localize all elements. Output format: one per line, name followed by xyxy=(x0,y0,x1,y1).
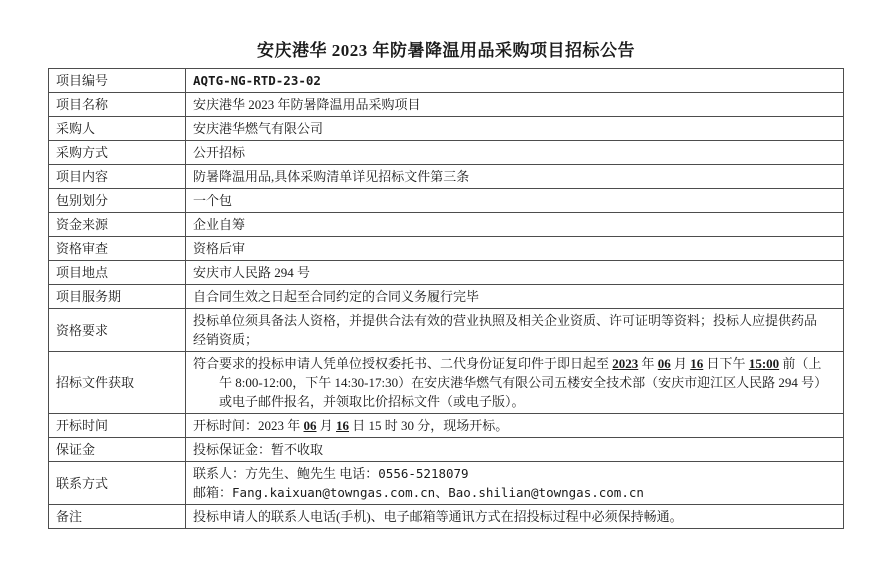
text-segment: 经销资质； xyxy=(193,332,259,347)
text-segment: 0556-5218079 xyxy=(378,466,469,481)
table-row xyxy=(49,69,844,93)
text-segment: 或电子邮件报名，并领取比价招标文件（或电子版）。 xyxy=(219,394,525,409)
row-value xyxy=(186,309,844,352)
row-value xyxy=(186,213,844,237)
table-row xyxy=(49,117,844,141)
row-label: 资金来源 xyxy=(49,213,186,237)
value-line xyxy=(193,392,836,411)
text-segment: 安庆港华 2023 年防暑降温用品采购项目 xyxy=(193,97,421,112)
table-row xyxy=(49,352,844,414)
value-line xyxy=(193,373,836,392)
value-line xyxy=(193,95,836,114)
text-segment: 月 xyxy=(670,356,691,371)
text-segment: 月 xyxy=(316,418,337,433)
table-row xyxy=(49,309,844,352)
text-segment: Fang.kaixuan@towngas.com.cn xyxy=(232,485,436,500)
row-label: 资格要求 xyxy=(49,309,186,352)
row-label: 项目名称 xyxy=(49,93,186,117)
table-row xyxy=(49,462,844,505)
table-row xyxy=(49,414,844,438)
value-line xyxy=(193,143,836,162)
value-line xyxy=(193,239,836,258)
value-line xyxy=(193,464,836,483)
text-segment: AQTG-NG-RTD-23-02 xyxy=(193,73,321,88)
row-label: 备注 xyxy=(49,505,186,529)
row-value xyxy=(186,189,844,213)
row-label: 采购方式 xyxy=(49,141,186,165)
row-label: 联系方式 xyxy=(49,462,186,505)
text-segment: 、 xyxy=(435,485,449,500)
row-value xyxy=(186,261,844,285)
value-line xyxy=(193,483,836,502)
table-row xyxy=(49,438,844,462)
text-segment: 自合同生效之日起至合同约定的合同义务履行完毕 xyxy=(193,289,480,304)
table-row xyxy=(49,189,844,213)
value-line xyxy=(193,330,836,349)
text-segment: 开标时间：2023 年 xyxy=(193,418,304,433)
row-value xyxy=(186,505,844,529)
text-segment: 投标单位须具备法人资格，并提供合法有效的营业执照及相关企业资质、许可证明等资料；投标人应提供药品 xyxy=(193,313,818,328)
text-segment: 日下午 xyxy=(703,356,749,371)
row-value xyxy=(186,352,844,414)
text-segment: Bao.shilian@towngas.com.cn xyxy=(448,485,644,500)
value-line xyxy=(193,215,836,234)
row-label: 包别划分 xyxy=(49,189,186,213)
value-line xyxy=(193,354,836,373)
value-line xyxy=(193,507,836,526)
text-segment: 联系人：方先生、鲍先生 电话： xyxy=(193,466,379,481)
document-page xyxy=(0,36,892,529)
value-line xyxy=(193,119,836,138)
table-row xyxy=(49,93,844,117)
row-label: 采购人 xyxy=(49,117,186,141)
value-line xyxy=(193,440,836,459)
value-line xyxy=(193,71,836,90)
page-title: 安庆港华 2023 年防暑降温用品采购项目招标公告 xyxy=(257,41,635,60)
value-line xyxy=(193,263,836,282)
text-segment: 企业自筹 xyxy=(193,217,246,232)
value-line xyxy=(193,416,836,435)
row-value xyxy=(186,165,844,189)
text-segment: 防暑降温用品,具体采购清单详见招标文件第三条 xyxy=(193,169,470,184)
table-row xyxy=(49,213,844,237)
text-segment: 安庆港华燃气有限公司 xyxy=(193,121,324,136)
row-label: 保证金 xyxy=(49,438,186,462)
text-segment: 午 8:00-12:00，下午 14:30-17:30）在安庆港华燃气有限公司五楼安全技术部（安庆市迎江区人民路 294 号） xyxy=(219,375,828,390)
text-segment: 16 xyxy=(336,418,350,433)
text-segment: 日 15 时 30 分，现场开标。 xyxy=(349,418,509,433)
row-label: 项目服务期 xyxy=(49,285,186,309)
text-segment: 资格后审 xyxy=(193,241,246,256)
row-value xyxy=(186,237,844,261)
table-body xyxy=(49,69,844,529)
row-label: 开标时间 xyxy=(49,414,186,438)
text-segment: 一个包 xyxy=(193,193,233,208)
row-value xyxy=(186,117,844,141)
row-label: 项目内容 xyxy=(49,165,186,189)
row-value xyxy=(186,462,844,505)
text-segment: 16 xyxy=(690,356,704,371)
text-segment: 公开招标 xyxy=(193,145,246,160)
text-segment: 06 xyxy=(657,356,671,371)
table-row xyxy=(49,285,844,309)
row-value xyxy=(186,141,844,165)
row-value xyxy=(186,438,844,462)
row-value xyxy=(186,93,844,117)
value-line xyxy=(193,167,836,186)
row-value xyxy=(186,285,844,309)
text-segment: 符合要求的投标申请人凭单位授权委托书、二代身份证复印件于即日起至 xyxy=(193,356,613,371)
text-segment: 年 xyxy=(638,356,658,371)
value-line xyxy=(193,311,836,330)
text-segment: 投标申请人的联系人电话(手机)、电子邮箱等通讯方式在招投标过程中必须保持畅通。 xyxy=(193,509,683,524)
text-segment: 06 xyxy=(303,418,317,433)
tender-info-table xyxy=(48,68,844,529)
text-segment: 15:00 xyxy=(748,356,780,371)
row-label: 招标文件获取 xyxy=(49,352,186,414)
value-line xyxy=(193,191,836,210)
value-line xyxy=(193,287,836,306)
text-segment: 投标保证金：暂不收取 xyxy=(193,442,324,457)
row-label: 项目编号 xyxy=(49,69,186,93)
table-row xyxy=(49,141,844,165)
text-segment: 前（上 xyxy=(779,356,822,371)
table-row xyxy=(49,237,844,261)
text-segment: 安庆市人民路 294 号 xyxy=(193,265,311,280)
text-segment: 邮箱： xyxy=(193,485,233,500)
row-value xyxy=(186,414,844,438)
table-row xyxy=(49,261,844,285)
row-label: 资格审查 xyxy=(49,237,186,261)
table-row xyxy=(49,505,844,529)
row-label: 项目地点 xyxy=(49,261,186,285)
text-segment: 2023 xyxy=(612,356,639,371)
row-value xyxy=(186,69,844,93)
table-row xyxy=(49,165,844,189)
